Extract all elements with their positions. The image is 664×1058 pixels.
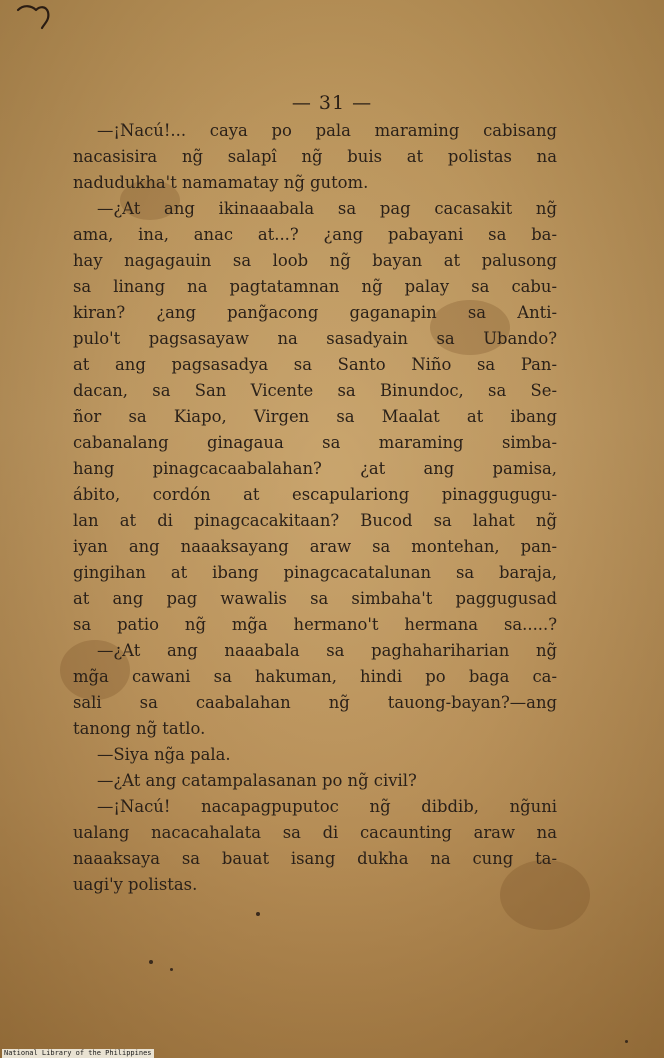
text-line: nacasisira ng̃ salapî ng̃ buis at polistas na xyxy=(73,147,557,166)
text-line: —¿At ang catampalasanan po ng̃ civil? xyxy=(97,771,417,790)
text-line: at ang pag wawalis sa simbaha't paggugusad xyxy=(73,589,557,608)
text-line: sa linang na pagtatamnan ng̃ palay sa cabu- xyxy=(73,277,557,296)
text-line: nadudukha't namamatay ng̃ gutom. xyxy=(73,173,369,192)
text-line: —¿At ang naaabala sa paghahariharian ng̃ xyxy=(97,641,557,660)
text-line: gingihan at ibang pinagcacatalunan sa baraja, xyxy=(73,563,557,582)
text-line: mg̃a cawani sa hakuman, hindi po baga ca- xyxy=(73,667,557,686)
text-line: —¿At ang ikinaaabala sa pag cacasakit ng̃ xyxy=(97,199,557,218)
text-line: —¡Nacú! nacapagpuputoc ng̃ dibdib, ng̃uni xyxy=(97,797,557,816)
ink-speck xyxy=(170,968,173,971)
text-line: lan at di pinagcacakitaan? Bucod sa lahat ng̃ xyxy=(73,511,557,530)
text-line: naaaksaya sa bauat isang dukha na cung ta- xyxy=(73,849,557,868)
text-line: at ang pagsasadya sa Santo Niño sa Pan- xyxy=(73,355,557,374)
text-line: ñor sa Kiapo, Virgen sa Maalat at ibang xyxy=(73,407,557,426)
text-line: dacan, sa San Vicente sa Binundoc, sa Se- xyxy=(73,381,557,400)
text-line: iyan ang naaaksayang araw sa montehan, pan- xyxy=(73,537,557,556)
text-line: ama, ina, anac at...? ¿ang pabayani sa ba- xyxy=(73,225,557,244)
ink-speck xyxy=(625,1040,628,1043)
text-line: —Siya ng̃a pala. xyxy=(97,745,231,764)
text-line: sali sa caabalahan ng̃ tauong-bayan?—ang xyxy=(73,693,557,712)
body-text xyxy=(73,118,557,898)
ink-speck xyxy=(256,912,260,916)
text-line: cabanalang ginagaua sa maraming simba- xyxy=(73,433,557,452)
text-line: pulo't pagsasayaw na sasadyain sa Ubando? xyxy=(73,329,557,348)
text-line: ualang nacacahalata sa di cacaunting araw na xyxy=(73,823,557,842)
text-line: hang pinagcacaabalahan? ¿at ang pamisa, xyxy=(73,459,557,478)
text-line: sa patio ng̃ mg̃a hermano't hermana sa.....? xyxy=(73,615,557,634)
text-line: uagi'y polistas. xyxy=(73,875,198,894)
text-line: kiran? ¿ang pang̃acong gaganapin sa Anti- xyxy=(73,303,557,322)
ink-speck xyxy=(149,960,153,964)
ink-mark-icon xyxy=(14,2,58,30)
page-number: — 31 — xyxy=(291,92,373,114)
text-line: —¡Nacú!... caya po pala maraming cabisang xyxy=(97,121,557,140)
library-credit: National Library of the Philippines xyxy=(4,1049,152,1057)
text-line: ábito, cordón at escapulariong pinaggugugu- xyxy=(73,485,557,504)
text-line: hay nagagauin sa loob ng̃ bayan at palusong xyxy=(73,251,557,270)
text-line: tanong ng̃ tatlo. xyxy=(73,719,206,738)
